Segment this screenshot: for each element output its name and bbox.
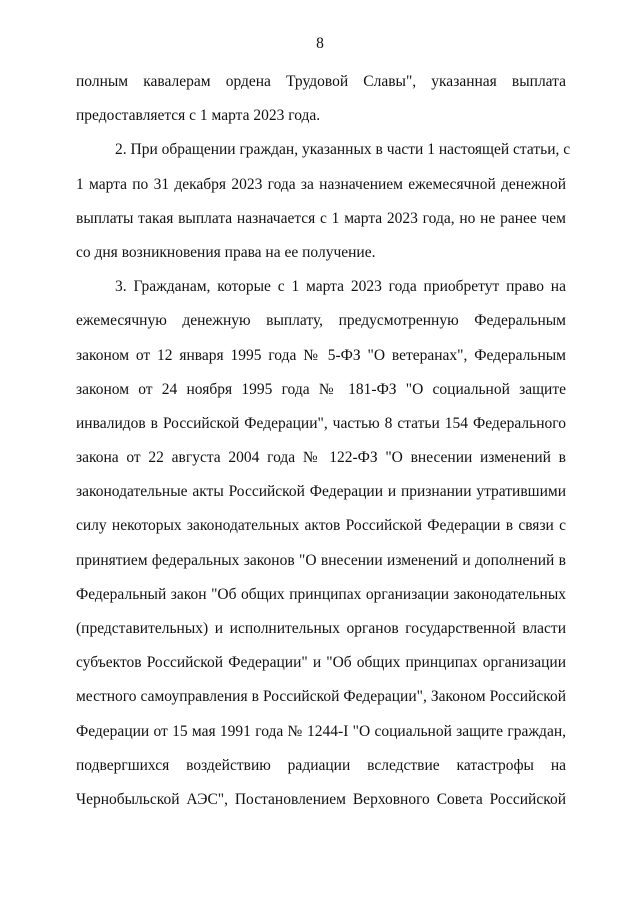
text-line: со дня возникновения права на ее получение. <box>76 243 376 261</box>
text-line: местного самоуправления в Российской Федерации", Законом Российской <box>76 688 566 706</box>
text-line: силу некоторых законодательных актов Российской Федерации в связи с <box>76 517 566 535</box>
page-number: 8 <box>316 35 324 52</box>
text-line: Федерации от 15 мая 1991 года № 1244-I "О социальной защите граждан, <box>76 722 566 740</box>
text-line: законом от 24 ноября 1995 года № 181-ФЗ "О социальной защите <box>76 380 566 398</box>
text-line: инвалидов в Российской Федерации", частью 8 статьи 154 Федерального <box>76 414 566 432</box>
text-line: 3. Гражданам, которые с 1 марта 2023 года приобретут право на <box>115 278 566 296</box>
text-line: предоставляется с 1 марта 2023 года. <box>76 107 321 125</box>
text-line: законом от 12 января 1995 года № 5-ФЗ "О ветеранах", Федеральным <box>76 346 566 364</box>
text-line: закона от 22 августа 2004 года № 122-ФЗ "О внесении изменений в <box>76 449 566 467</box>
text-line: Федеральный закон "Об общих принципах организации законодательных <box>76 585 566 603</box>
text-line: подвергшихся воздействию радиации вследствие катастрофы на <box>76 756 566 774</box>
text-line: полным кавалерам ордена Трудовой Славы", указанная выплата <box>76 73 566 90</box>
text-line: (представительных) и исполнительных органов государственной власти <box>76 620 566 637</box>
text-line: принятием федеральных законов "О внесении изменений и дополнений в <box>76 551 566 569</box>
text-line: Чернобыльской АЭС", Постановлением Верховного Совета Российской <box>76 790 566 808</box>
text-line: ежемесячную денежную выплату, предусмотренную Федеральным <box>76 312 566 330</box>
document-body <box>76 65 571 817</box>
text-line: 1 марта по 31 декабря 2023 года за назначением ежемесячной денежной <box>76 175 566 193</box>
text-line: 2. При обращении граждан, указанных в части 1 настоящей статьи, с <box>115 141 571 159</box>
text-line: законодательные акты Российской Федерации и признании утратившими <box>76 483 566 501</box>
text-line: выплаты такая выплата назначается с 1 марта 2023 года, но не ранее чем <box>76 209 566 227</box>
text-line: субъектов Российской Федерации" и "Об общих принципах организации <box>76 654 566 672</box>
